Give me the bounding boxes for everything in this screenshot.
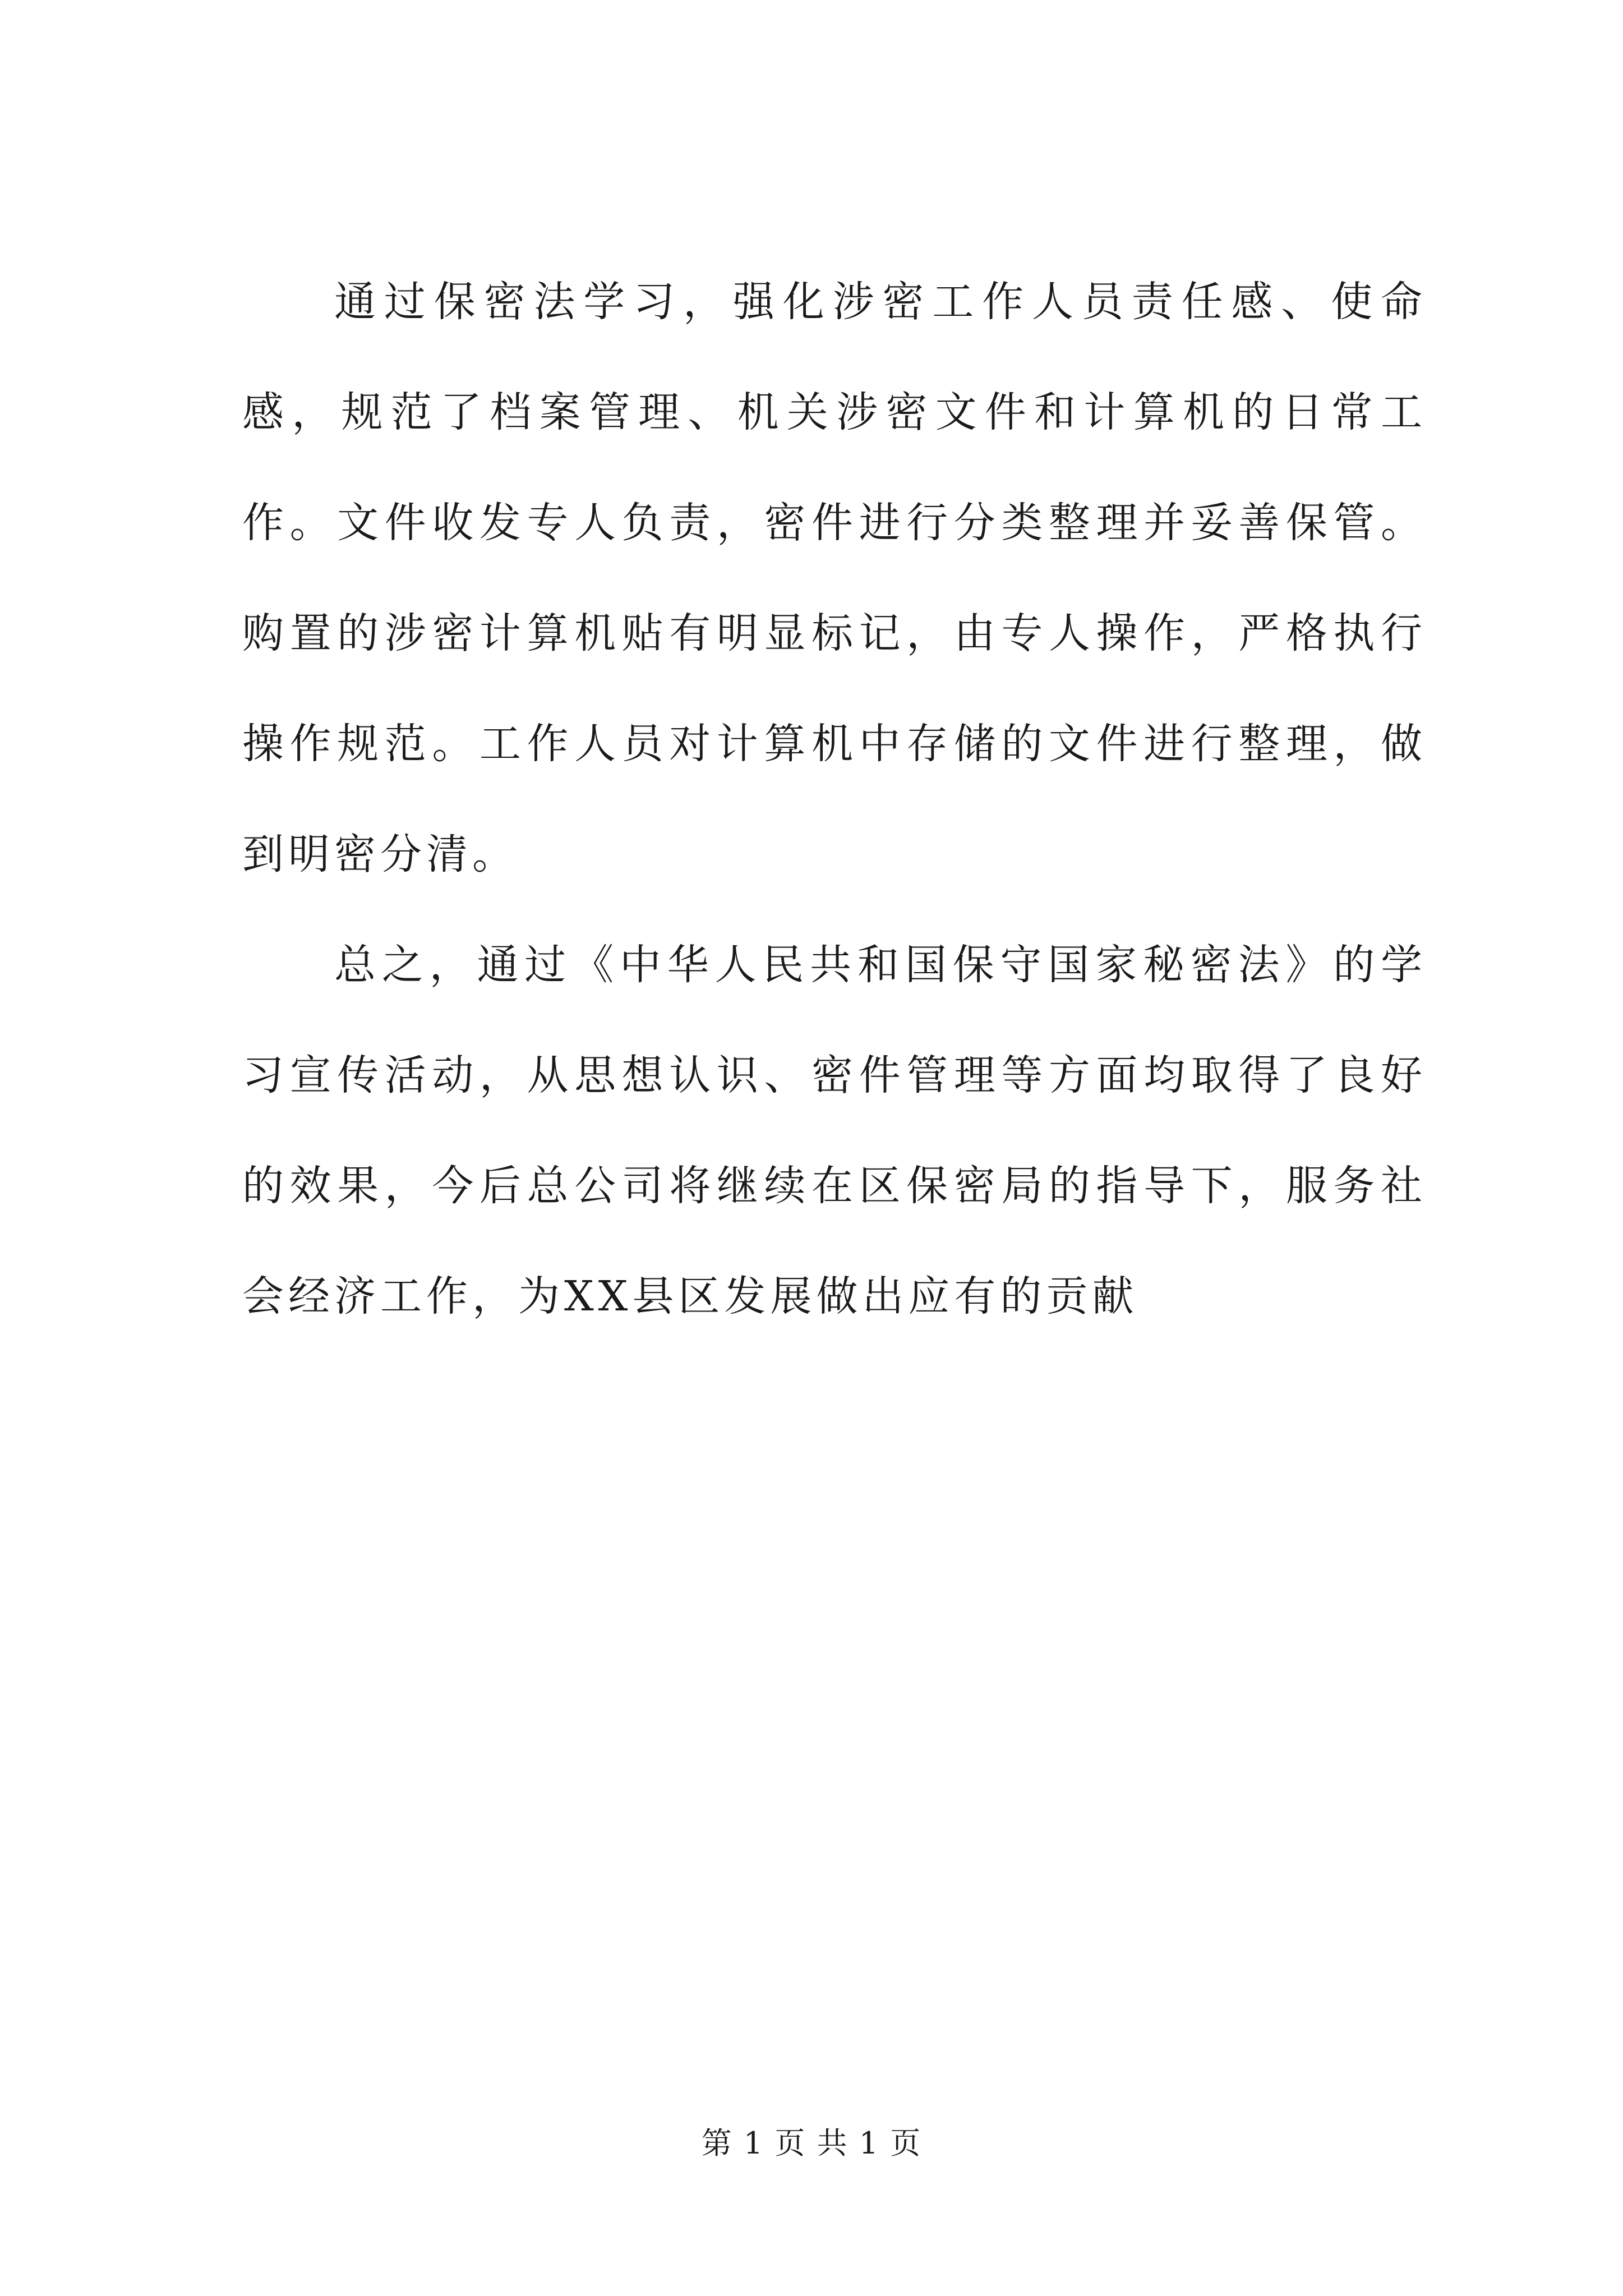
paragraph-confidentiality-work: 通过保密法学习，强化涉密工作人员责任感、使命感，规范了档案管理、机关涉密文件和计算机的日常工作。文件收发专人负责，密件进行分类整理并妥善保管。购置的涉密计算机贴有明显标记，由专人操作，严格执行操作规范。工作人员对计算机中存储的文件进行整理，做到明密分清。 xyxy=(242,278,1427,878)
document-body xyxy=(242,247,1427,1352)
paragraph-conclusion: 总之，通过《中华人民共和国保守国家秘密法》的学习宣传活动，从思想认识、密件管理等方面均取得了良好的效果，今后总公司将继续在区保密局的指导下，服务社会经济工作，为XX县区发展做出应有的贡献 xyxy=(242,941,1427,1320)
page-number-footer: 第 1 页 共 1 页 xyxy=(701,2125,922,2161)
